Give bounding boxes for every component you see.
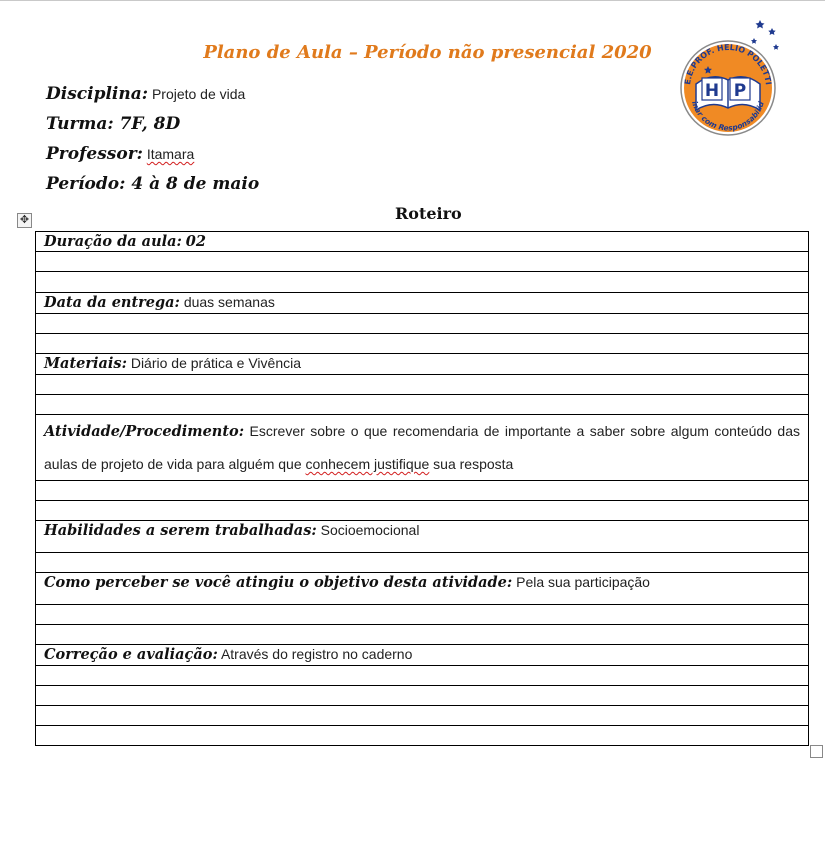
svg-text:P: P: [733, 81, 747, 101]
table-row: [36, 706, 809, 726]
duracao-cell[interactable]: [36, 232, 809, 252]
entrega-cell[interactable]: [36, 293, 809, 314]
duracao-value: 02: [185, 233, 206, 250]
table-row: [36, 726, 809, 746]
correcao-cell[interactable]: [36, 645, 809, 666]
table-row: [36, 375, 809, 395]
table-resize-handle-icon[interactable]: [810, 745, 823, 758]
roteiro-table: [35, 231, 809, 746]
atividade-label: Atividade/Procedimento:: [44, 423, 245, 440]
periodo-line: [46, 174, 259, 194]
table-row: [36, 573, 809, 605]
table-row: [36, 481, 809, 501]
table-row: [36, 666, 809, 686]
periodo-label: Período: 4 à 8 de maio: [46, 174, 260, 194]
page-title: Plano de Aula – Período não presencial 2020: [203, 42, 652, 63]
objetivo-label: Como perceber se você atingiu o objetivo desta atividade:: [44, 574, 513, 591]
empty-cell[interactable]: [36, 501, 809, 521]
empty-cell[interactable]: [36, 666, 809, 686]
table-row: [36, 334, 809, 354]
table-row: [36, 553, 809, 573]
table-row: [36, 252, 809, 272]
table-row: [36, 501, 809, 521]
section-title: Roteiro: [395, 204, 462, 223]
table-row: [36, 232, 809, 252]
table-row: [36, 272, 809, 293]
table-row: [36, 415, 809, 481]
materiais-value: Diário de prática e Vivência: [130, 355, 301, 371]
school-logo: [668, 14, 788, 138]
empty-cell[interactable]: [36, 553, 809, 573]
star-icon: [768, 28, 775, 35]
empty-cell[interactable]: [36, 625, 809, 645]
materiais-cell[interactable]: [36, 354, 809, 375]
page-top-border: [0, 0, 825, 1]
empty-cell[interactable]: [36, 314, 809, 334]
disciplina-line: [46, 84, 245, 104]
habilidades-cell[interactable]: [36, 521, 809, 553]
svg-text:E.E.PROF. HELIO POLETTI: E.E.PROF. HELIO POLETTI: [683, 42, 773, 86]
table-row: [36, 293, 809, 314]
empty-cell[interactable]: [36, 375, 809, 395]
atividade-cell[interactable]: [36, 415, 809, 481]
empty-cell[interactable]: [36, 272, 809, 293]
habilidades-value: Socioemocional: [320, 522, 420, 538]
table-row: [36, 314, 809, 334]
table-row: [36, 521, 809, 553]
turma-line: [46, 114, 180, 134]
empty-cell[interactable]: [36, 726, 809, 746]
objetivo-value: Pela sua participação: [516, 574, 650, 590]
table-row: [36, 625, 809, 645]
school-logo-graphic: [668, 14, 788, 138]
star-icon: [751, 38, 757, 44]
disciplina-value: Projeto de vida: [151, 86, 246, 102]
entrega-value: duas semanas: [183, 294, 275, 310]
materiais-label: Materiais:: [44, 355, 127, 372]
correcao-value: Através do registro no caderno: [220, 646, 413, 662]
atividade-value: Escrever sobre o que recomendaria de importante a saber sobre algum conteúdo das aulas de projeto de vida para alguém que: [44, 423, 800, 472]
entrega-label: Data da entrega:: [44, 294, 180, 311]
table-row: [36, 605, 809, 625]
empty-cell[interactable]: [36, 334, 809, 354]
empty-cell[interactable]: [36, 605, 809, 625]
professor-value: Itamara: [146, 146, 195, 162]
table-row: [36, 395, 809, 415]
table-move-handle-icon[interactable]: ✥: [17, 213, 32, 228]
star-icon: [756, 20, 765, 29]
empty-cell[interactable]: [36, 252, 809, 272]
svg-text:H: H: [704, 81, 720, 101]
empty-cell[interactable]: [36, 395, 809, 415]
table-row: [36, 686, 809, 706]
professor-line: [46, 144, 194, 164]
star-icon: [773, 44, 779, 50]
habilidades-label: Habilidades a serem trabalhadas:: [44, 522, 317, 539]
table-row: [36, 354, 809, 375]
turma-label: Turma: 7F, 8D: [46, 114, 181, 134]
professor-label: Professor:: [46, 144, 143, 164]
atividade-value-end: sua resposta: [433, 456, 514, 472]
disciplina-label: Disciplina:: [46, 84, 149, 104]
duracao-label: Duração da aula:: [44, 233, 182, 250]
empty-cell[interactable]: [36, 706, 809, 726]
empty-cell[interactable]: [36, 481, 809, 501]
table-row: [36, 645, 809, 666]
atividade-misspelled: conhecem justifique: [305, 456, 430, 472]
correcao-label: Correção e avaliação:: [44, 646, 218, 663]
objetivo-cell[interactable]: [36, 573, 809, 605]
empty-cell[interactable]: [36, 686, 809, 706]
svg-text:Ensinar com Responsabilidade: inar com Responsabilid: [690, 100, 766, 133]
